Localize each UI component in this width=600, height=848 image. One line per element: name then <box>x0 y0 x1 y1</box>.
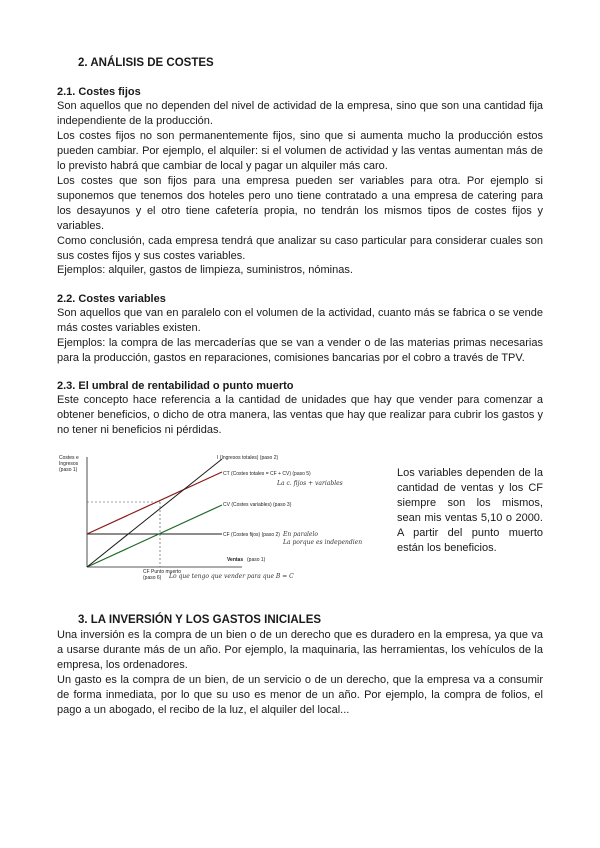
variable-cost-line-label: CV (Costes variables) (paso 3) <box>223 502 292 508</box>
handwritten-note: En paralelo <box>283 531 319 538</box>
paragraph: Son aquellos que van en paralelo con el volumen de la actividad, cuanto más se fabrica o se vende más costes variables existen. <box>57 307 543 334</box>
paragraph: Como conclusión, cada empresa tendrá que analizar su caso particular para considerar cuales son sus costes fijos y sus costes variables. <box>57 235 543 262</box>
break-even-svg <box>57 447 377 587</box>
y-axis-label: Ingresos <box>59 461 79 467</box>
paragraph: Ejemplos: la compra de las mercaderías que se van a vender o de las materias primas necesarias para la producción, gastos en reparaciones, comisiones bancarias por el cobro a través de TPV. <box>57 337 543 364</box>
variable-cost-line <box>87 505 222 567</box>
section-2-3-title: 2.3. El umbral de rentabilidad o punto muerto <box>57 380 294 392</box>
handwritten-note: Lo que tengo que vender para que B = C <box>169 573 294 580</box>
x-axis-label: Ventas <box>227 557 244 563</box>
handwritten-note: La c. fijos + variables <box>277 480 343 487</box>
section-2-1-title: 2.1. Costes fijos <box>57 86 141 98</box>
paragraph: Ejemplos: alquiler, gastos de limpieza, suministros, nóminas. <box>57 264 353 276</box>
total-cost-line <box>87 472 222 534</box>
paragraph: Un gasto es la compra de un bien, de un servicio o de un derecho, que la empresa va a consumir de forma inmediata, por lo que su uso es menor de un año. Por ejemplo, la compra de folios, el pago a un abogado, el recibo de la luz, el alquiler del local... <box>57 674 543 716</box>
break-even-label: CF Punto muerto <box>143 569 182 575</box>
paragraph: Son aquellos que no dependen del nivel de actividad de la empresa, sino que son una cantidad fija independiente de la producción. <box>57 100 543 127</box>
paragraph: Los costes fijos no son permanentemente fijos, sino que si aumenta mucho la producción estos pueden cambiar. Por ejemplo, el alquiler: si el volumen de actividad y las ventas aumentan más de lo previsto habrá que cambiar de local y pagar un alquiler más caro. <box>57 130 543 172</box>
section-3-title: 3. LA INVERSIÓN Y LOS GASTOS INICIALES <box>78 614 322 626</box>
paragraph: Este concepto hace referencia a la cantidad de unidades que hay que vender para comenzar a obtener beneficios, o dicho de otra manera, las ventas que hay que realizar para cubrir los gastos y no tener ni beneficios ni pérdidas. <box>57 394 543 436</box>
y-axis-label: Costes e <box>59 455 79 461</box>
handwritten-note: La porque es independien <box>283 539 363 546</box>
break-even-label: (paso 6) <box>143 575 162 581</box>
fixed-cost-line-label: CF (Costes fijos) (paso 2) <box>223 532 280 538</box>
income-line-label: I (Ingresos totales) (paso 2) <box>217 455 279 461</box>
paragraph: Una inversión es la compra de un bien o de un derecho que es duradero en la empresa, ya que va a usarse durante más de un año. Por ejemplo, la maquinaria, las herramientas, los vehículos de la empresa, los ordenadores. <box>57 629 543 671</box>
side-note: Los variables dependen de la cantidad de ventas y los CF siempre son los mismos, sean mis ventas 5,10 o 2000. A partir del punto muerto están los beneficios. <box>397 467 543 554</box>
y-axis-label: (paso 1) <box>59 467 78 473</box>
paragraph: Los costes que son fijos para una empresa pueden ser variables para otra. Por ejemplo si suponemos que tenemos dos hoteles pero uno tiene contratado a una empresa de catering para los desayunos y el otro tiene cafetería propia, no tendrán los mismos tipos de costes fijos y variables. <box>57 175 543 232</box>
x-axis-note: (paso 1) <box>247 557 266 563</box>
income-line <box>87 459 222 567</box>
section-2-title: 2. ANÁLISIS DE COSTES <box>78 57 214 69</box>
break-even-diagram <box>57 447 377 587</box>
total-cost-line-label: CT (Costes totales = CF + CV) (paso 5) <box>223 471 311 477</box>
section-2-2-title: 2.2. Costes variables <box>57 293 166 305</box>
